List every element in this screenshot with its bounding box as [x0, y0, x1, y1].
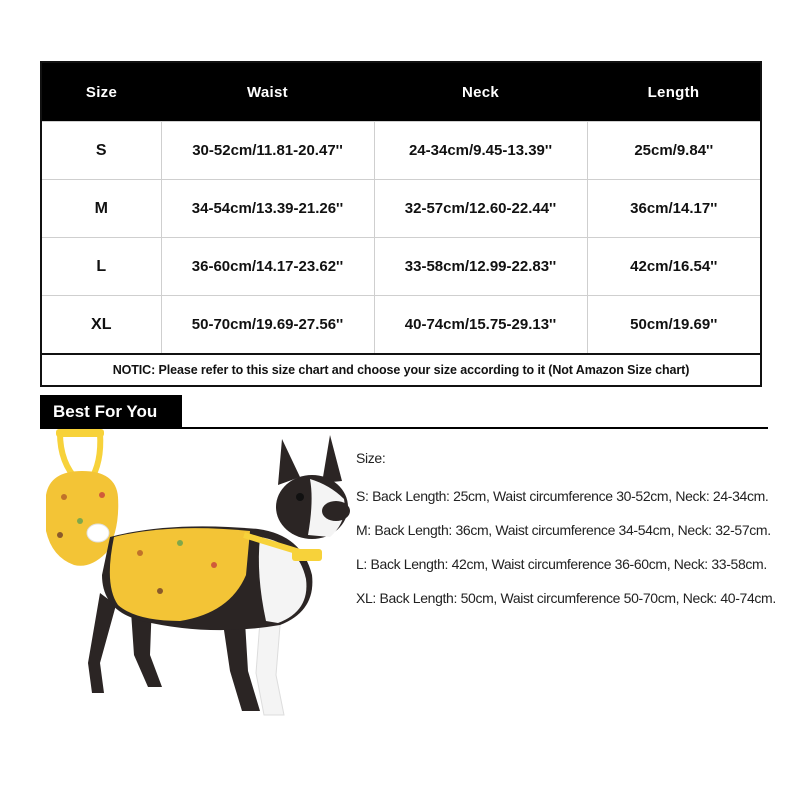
waist-cell: 30-52cm/11.81-20.47'': [161, 122, 374, 180]
size-cell: L: [41, 238, 161, 296]
size-cell: XL: [41, 296, 161, 355]
table-row: [41, 180, 761, 238]
neck-cell: 24-34cm/9.45-13.39'': [374, 122, 587, 180]
waist-cell: 34-54cm/13.39-21.26'': [161, 180, 374, 238]
header-length: Length: [587, 62, 761, 122]
neck-cell: 32-57cm/12.60-22.44'': [374, 180, 587, 238]
size-detail-line: M: Back Length: 36cm, Waist circumference 34-54cm, Neck: 32-57cm.: [356, 522, 771, 538]
size-chart-header-row: [41, 62, 761, 122]
size-detail-line: XL: Back Length: 50cm, Waist circumference 50-70cm, Neck: 40-74cm.: [356, 590, 776, 606]
size-cell: S: [41, 122, 161, 180]
size-cell: M: [41, 180, 161, 238]
garment-image: [46, 429, 118, 566]
table-row: [41, 122, 761, 180]
length-cell: 25cm/9.84'': [587, 122, 761, 180]
size-chart-note-row: [41, 354, 761, 386]
header-neck: Neck: [374, 62, 587, 122]
size-detail-line: L: Back Length: 42cm, Waist circumference 36-60cm, Neck: 33-58cm.: [356, 556, 767, 572]
best-for-you-title: Best For You: [40, 395, 182, 428]
table-row: [41, 238, 761, 296]
table-row: [41, 296, 761, 355]
dog-image: [88, 435, 350, 715]
neck-cell: 33-58cm/12.99-22.83'': [374, 238, 587, 296]
neck-cell: 40-74cm/15.75-29.13'': [374, 296, 587, 355]
length-cell: 42cm/16.54'': [587, 238, 761, 296]
size-chart-note: NOTIC: Please refer to this size chart and choose your size according to it (Not Amazon Size chart): [41, 354, 761, 386]
waist-cell: 50-70cm/19.69-27.56'': [161, 296, 374, 355]
size-detail-line: S: Back Length: 25cm, Waist circumference 30-52cm, Neck: 24-34cm.: [356, 488, 769, 504]
size-chart-table: [40, 61, 762, 387]
waist-cell: 36-60cm/14.17-23.62'': [161, 238, 374, 296]
header-size: Size: [41, 62, 161, 122]
length-cell: 50cm/19.69'': [587, 296, 761, 355]
size-details-title: Size:: [356, 450, 386, 466]
product-photo: [30, 425, 360, 725]
length-cell: 36cm/14.17'': [587, 180, 761, 238]
size-details: [356, 450, 786, 624]
header-waist: Waist: [161, 62, 374, 122]
